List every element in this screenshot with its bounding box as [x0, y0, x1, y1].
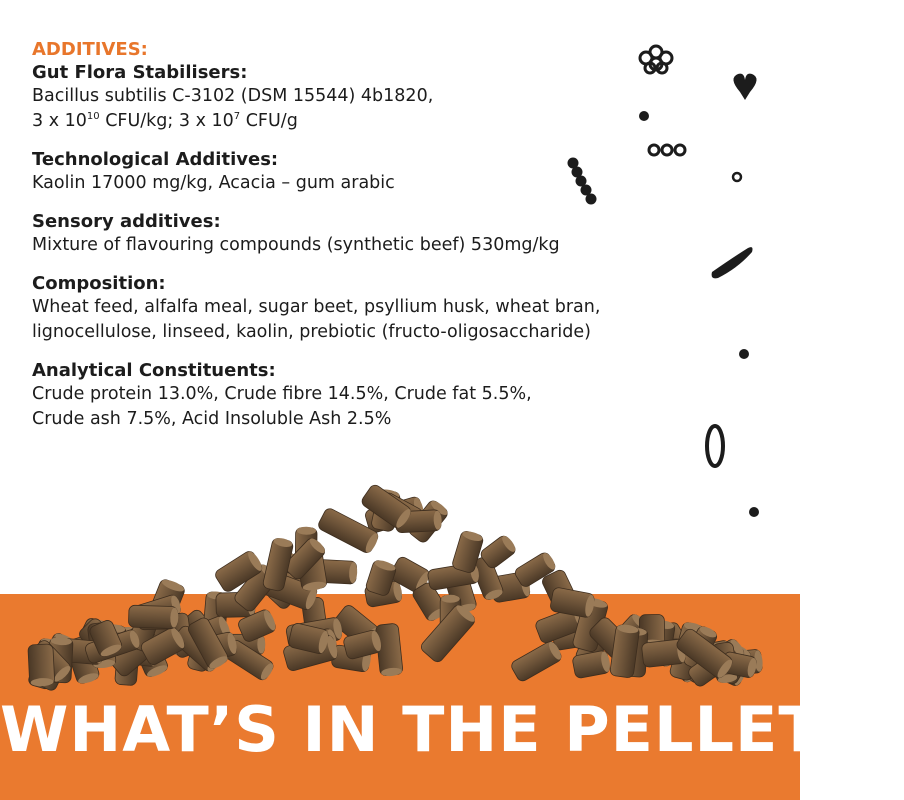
dot-icon-2	[739, 349, 749, 359]
additives-heading: ADDITIVES:	[32, 39, 148, 60]
pellet	[128, 605, 178, 629]
analytical-line-1: Crude protein 13.0%, Crude fibre 14.5%, Crude fat 5.5%,	[32, 384, 532, 404]
composition-line-2: lignocellulose, linseed, kaolin, prebiotic (fructo-oligosaccharide)	[32, 322, 591, 342]
gut-flora-heading: Gut Flora Stabilisers:	[32, 62, 248, 83]
analytical-line-2: Crude ash 7.5%, Acid Insoluble Ash 2.5%	[32, 409, 392, 429]
composition-heading: Composition:	[32, 273, 166, 294]
technological-heading: Technological Additives:	[32, 149, 279, 170]
pellets-pile-image	[0, 470, 800, 690]
sensory-line-1: Mixture of flavouring compounds (synthetic beef) 530mg/kg	[32, 235, 560, 255]
composition-line-1: Wheat feed, alfalfa meal, sugar beet, psyllium husk, wheat bran,	[32, 297, 601, 317]
banner-title: WHAT’S IN THE PELLETS?	[0, 693, 904, 766]
pellet	[510, 639, 564, 683]
gut-flora-line-1: Bacillus subtilis C-3102 (DSM 15544) 4b1820,	[32, 86, 434, 106]
pellet-group	[27, 483, 763, 692]
oval-icon	[707, 426, 723, 466]
gut-flora-line-2: 3 x $10^{10}$ CFU/kg; 3 x $10^7$ CFU/g	[32, 111, 298, 131]
info-text	[32, 38, 722, 432]
sensory-heading: Sensory additives:	[32, 211, 221, 232]
pellet	[28, 644, 55, 687]
technological-line-1: Kaolin 17000 mg/kg, Acacia – gum arabic	[32, 173, 395, 193]
analytical-heading: Analytical Constituents:	[32, 360, 276, 381]
small-ring-icon	[733, 173, 741, 181]
heart-icon	[733, 74, 756, 100]
